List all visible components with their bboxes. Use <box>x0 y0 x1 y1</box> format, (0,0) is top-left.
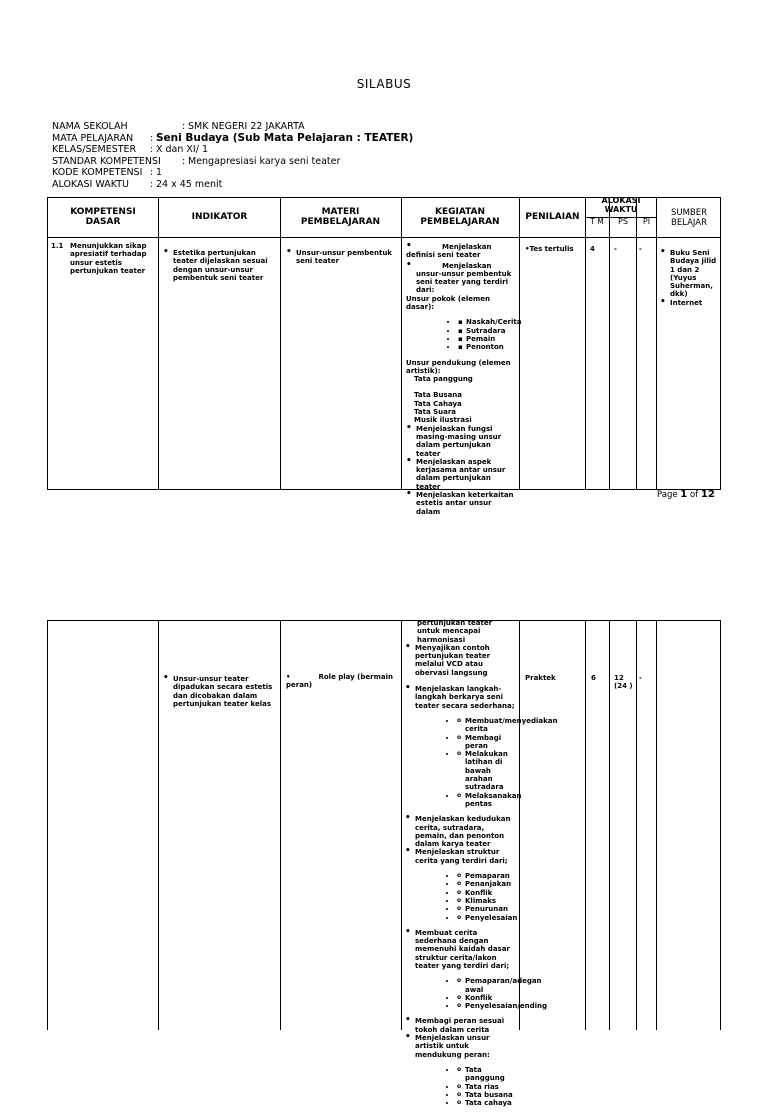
meta-label: ALOKASI WAKTU <box>52 178 129 190</box>
struktur-item: o • Pemaparan <box>457 872 517 880</box>
meta-separator: : <box>150 132 154 144</box>
materi-item-2: • Role play (bermain peran) <box>286 673 393 690</box>
kegiatan-list <box>406 243 522 516</box>
langkah-item: o • Melaksanakan pentas <box>457 792 517 809</box>
unsur-pendukung-item: Musik ilustrasi <box>414 416 472 425</box>
struktur-item: o • Penanjakan <box>457 880 517 888</box>
syllabus-table-page-2 <box>47 619 721 1108</box>
kd-text: Menunjukkan sikap apresiatif terhadap unsur estetis pertunjukan teater <box>70 242 147 275</box>
header-alokasi-waktu: ALOKASI WAKTU <box>601 196 641 214</box>
membuat-item: o • Pemaparan/adegan awal <box>457 977 517 994</box>
kegiatan-item: • Menjelaskan aspek kerjasama antar unsur dalam pertunjukan teater <box>406 458 516 491</box>
kegiatan-item: • Menjelaskan keterkaitan estetis antar unsur dalam <box>406 491 516 516</box>
artistik-item: o • Tata busana <box>457 1091 517 1099</box>
meta-value: 24 x 45 menit <box>156 178 223 190</box>
struktur-item: o • Penyelesaian <box>457 914 517 922</box>
penilaian-text-2: Praktek <box>525 674 556 682</box>
page-number: Page 1 of 12 <box>657 489 715 500</box>
indikator-item: • Estetika pertunjukan teater dijelaskan sesuai dengan unsur-unsur pembentuk seni teater <box>163 249 275 282</box>
meta-value: SMK NEGERI 22 JAKARTA <box>188 121 305 132</box>
unsur-pokok-item: ▪ • Pemain <box>458 335 516 343</box>
meta-label: STANDAR KOMPETENSI <box>52 155 161 167</box>
meta-value: Seni Budaya (Sub Mata Pelajaran : TEATER) <box>156 131 414 144</box>
unsur-pendukung-item: Tata Busana <box>414 391 463 400</box>
tm-value-2: 6 <box>591 674 596 682</box>
meta-separator: : <box>182 121 186 132</box>
kegiatan-item: • Menjelaskan fungsi masing-masing unsur dalam pertunjukan teater <box>406 425 516 458</box>
header-tm: T M <box>590 217 604 226</box>
meta-separator: : <box>150 178 154 190</box>
meta-separator: : <box>150 144 154 155</box>
meta-separator: : <box>182 155 186 167</box>
artistik-item: o • Tata cahaya <box>457 1099 517 1107</box>
artistik-item: o • Tata rias <box>457 1083 517 1091</box>
kegiatan-continued: pertunjukan teater untuk mencapai harmonisasi <box>417 619 493 644</box>
kegiatan-struktur: • Menjelaskan struktur cerita yang terdiri dari; <box>405 848 517 865</box>
meta-label: MATA PELAJARAN <box>52 132 134 144</box>
ps-value: - <box>614 245 617 253</box>
kegiatan-artistik: • Menjelaskan unsur artistik untuk mendukung peran: <box>405 1034 517 1059</box>
unsur-pendukung-item: Tata Suara <box>414 408 457 417</box>
meta-label: KODE KOMPETENSI <box>52 167 143 178</box>
materi-item: • Unsur-unsur pembentuk seni teater <box>286 249 396 266</box>
unsur-pendukung-label: Unsur pendukung (elemen artistik): <box>406 358 511 375</box>
meta-value: Mengapresiasi karya seni teater <box>188 155 341 167</box>
struktur-item: o • Konflik <box>457 889 517 897</box>
tm-value: 4 <box>590 245 595 253</box>
kegiatan-langkah: • Menjelaskan langkah-langkah berkarya seni teater secara sederhana; <box>405 685 517 710</box>
document-title: SILABUS <box>356 77 412 91</box>
langkah-item: o • Membagi peran <box>457 734 517 751</box>
artistik-item: o • Tata panggung <box>457 1066 517 1083</box>
kegiatan-membagi: • Membagi peran sesuai tokoh dalam cerita <box>405 1017 517 1034</box>
header-kegiatan: KEGIATAN PEMBELAJARAN <box>420 207 500 227</box>
pi-value: - <box>639 245 642 253</box>
indikator-item-2: • Unsur-unsur teater dipadukan secara estetis dan dicobakan dalam pertunjukan teater kelas <box>163 675 275 708</box>
header-pi: PI <box>642 217 651 226</box>
header-penilaian: PENILAIAN <box>525 212 580 222</box>
unsur-pokok-item: ▪ • Penonton <box>458 343 516 351</box>
struktur-item: o • Klimaks <box>457 897 517 905</box>
unsur-pendukung-item: Tata Cahaya <box>414 399 462 408</box>
kegiatan-membuat: • Membuat cerita sederhana dengan memenuhi kaidah dasar struktur cerita/lakon teater yang terdiri dari; <box>405 929 517 970</box>
penilaian-text: •Tes tertulis <box>525 245 574 253</box>
meta-separator: : <box>150 167 154 178</box>
kegiatan-unsur: Menjelaskan unsur-unsur pembentuk seni teater yang terdiri dari: <box>416 261 512 295</box>
ps-value-2: 12 (24 ) <box>614 674 633 691</box>
header-materi: MATERI PEMBELAJARAN <box>300 207 381 227</box>
pi-value-2: - <box>639 674 642 682</box>
langkah-item: o • Melakukan latihan di bawah arahan sutradara <box>457 750 517 791</box>
header-ps: PS <box>618 217 628 226</box>
langkah-item: o • Membuat/menyediakan cerita <box>457 717 517 734</box>
kegiatan-kedudukan: • Menjelaskan kedudukan cerita, sutradara, pemain, dan penonton dalam karya teater <box>405 815 517 848</box>
unsur-pokok-item: ▪ • Sutradara <box>458 327 516 335</box>
kegiatan-definisi: Menjelaskan definisi seni teater <box>406 243 492 260</box>
meta-label: NAMA SEKOLAH <box>52 121 128 132</box>
kegiatan-vcd: • Menyajikan contoh pertunjukan teater melalui VCD atau obervasi langsung <box>405 644 517 677</box>
unsur-pokok-item: ▪ • Naskah/Cerita <box>458 318 516 326</box>
struktur-item: o • Penurunan <box>457 905 517 913</box>
sumber-item: • Buku Seni Budaya jilid 1 dan 2 (Yuyus Suherman, dkk) <box>660 249 718 299</box>
membuat-item: o • Penyelesaian/ending <box>457 1002 517 1010</box>
meta-label: KELAS/SEMESTER <box>52 144 137 155</box>
header-indikator: INDIKATOR <box>191 212 248 222</box>
unsur-pokok-label: Unsur pokok (elemen dasar): <box>406 294 491 312</box>
unsur-pendukung-item: Tata panggung <box>414 375 473 384</box>
meta-value: X dan XI/ 1 <box>156 144 208 155</box>
header-kompetensi-dasar: KOMPETENSI DASAR <box>70 207 136 227</box>
header-sumber-belajar: SUMBER BELAJAR <box>670 208 708 228</box>
sumber-item: • Internet <box>660 299 718 307</box>
meta-value: 1 <box>156 167 163 178</box>
membuat-item: o • Konflik <box>457 994 517 1002</box>
kd-number: 1.1 <box>51 242 64 250</box>
